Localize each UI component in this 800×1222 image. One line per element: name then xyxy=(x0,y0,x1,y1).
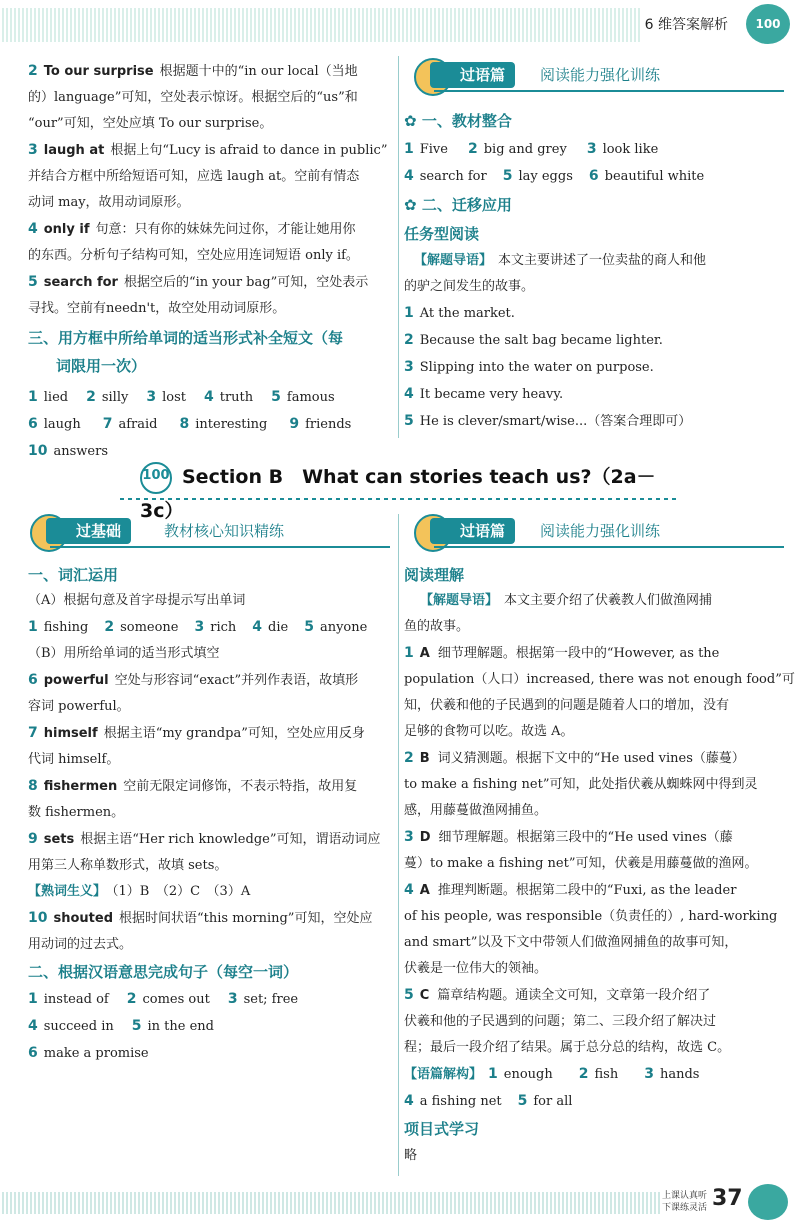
banner-subtitle: 教材核心知识精练 xyxy=(164,522,285,540)
item-line xyxy=(404,719,784,745)
item-text: 的东西。分析句子结构可知，空处应用连词短语 only if。 xyxy=(28,248,359,263)
guide-line: 鱼的故事。 xyxy=(404,619,470,634)
answer-text: in the end xyxy=(147,1019,214,1034)
task-reading-title: 任务型阅读 xyxy=(404,225,480,243)
answer-number: 7 xyxy=(102,416,113,432)
guide-line: 的驴之间发生的故事。 xyxy=(404,279,535,294)
shuci-line xyxy=(28,879,390,905)
item-line xyxy=(28,905,390,932)
answer-cell xyxy=(468,142,567,157)
item-text: 数 fishermen。 xyxy=(28,805,125,820)
answer-text: Because the salt bag became lighter. xyxy=(419,333,663,348)
item-text: 根据空后的“in your bag”可知，空处表示 xyxy=(123,275,369,290)
item-answer: C xyxy=(419,988,430,1003)
answer-number: 6 xyxy=(28,416,38,432)
answer-cell xyxy=(488,1067,553,1082)
item-line xyxy=(404,851,784,877)
answer-number: 4 xyxy=(252,619,263,635)
answer-text: rich xyxy=(210,620,237,635)
item-answer: B xyxy=(419,751,430,766)
item-text: 并结合方框中所给短语可知，应选 laugh at。空前有情态 xyxy=(28,169,360,184)
section3-title-line: 三、用方框中所给单词的适当形式补全短文（每 xyxy=(28,329,344,347)
answer-row xyxy=(404,163,784,190)
item-number: 5 xyxy=(404,987,414,1003)
item-number: 9 xyxy=(28,831,38,847)
answer-cell xyxy=(404,169,487,184)
item-number: 2 xyxy=(404,750,414,766)
answer-text: afraid xyxy=(118,417,158,432)
heading-transfer xyxy=(404,190,784,220)
item-text: 伏羲和他的子民遇到的问题；第二、三段介绍了解决过 xyxy=(404,1014,717,1029)
answer-text: He is clever/smart/wise...（答案合理即可） xyxy=(419,414,692,429)
answer-cell xyxy=(132,1019,214,1034)
flower-icon: ✿ xyxy=(404,112,417,130)
item-line xyxy=(404,640,784,667)
answer-text: fishing xyxy=(43,620,89,635)
answer-number: 9 xyxy=(289,416,300,432)
answer-cell xyxy=(86,390,128,405)
section3-title xyxy=(28,324,388,380)
answer-number: 2 xyxy=(86,389,96,405)
answer-text: die xyxy=(268,620,289,635)
item-line xyxy=(28,243,388,269)
item-line xyxy=(28,296,388,322)
answer-text: It became very heavy. xyxy=(419,387,564,402)
column-divider xyxy=(398,56,399,438)
answer-number: 5 xyxy=(304,619,314,635)
answer-row xyxy=(404,136,784,163)
item-line xyxy=(404,930,784,956)
guide-tag: 【解题导语】 xyxy=(414,253,493,268)
answer-number: 5 xyxy=(404,413,414,429)
item-text: 推理判断题。根据第二段中的“Fuxi, as the leader xyxy=(437,883,737,898)
brand-logo-icon xyxy=(748,1184,788,1220)
item-text: 用动词的过去式。 xyxy=(28,937,133,952)
item-number: 5 xyxy=(28,274,38,290)
answer-cell xyxy=(146,390,186,405)
reading-title: 阅读理解 xyxy=(404,566,465,584)
answer-number: 2 xyxy=(578,1066,589,1082)
item-text: 根据题十中的“in our local（当地 xyxy=(159,64,358,79)
answer-row xyxy=(404,1061,784,1088)
answer-text: lost xyxy=(162,390,186,405)
item-text: 足够的食物可以吃。故选 A。 xyxy=(404,724,574,739)
answer-cell xyxy=(518,1094,573,1109)
answer-number: 1 xyxy=(28,619,38,635)
item-text: population（人口）increased, there was not enough food”可 xyxy=(404,672,795,687)
answer-row xyxy=(28,1040,390,1067)
banner-line xyxy=(434,546,784,548)
answer-line xyxy=(404,408,784,435)
left-top-column xyxy=(28,58,388,465)
answer-cell xyxy=(589,169,704,184)
item-answer: To our surprise xyxy=(43,64,154,79)
item-line xyxy=(404,693,784,719)
item-line xyxy=(28,800,390,826)
answer-number: 3 xyxy=(194,619,205,635)
guide-line xyxy=(404,248,784,274)
guide-tag: 【解题导语】 xyxy=(420,593,499,608)
answer-number: 4 xyxy=(28,1018,38,1034)
item-line xyxy=(28,58,388,85)
banner-line xyxy=(434,90,784,92)
answer-number: 4 xyxy=(404,168,414,184)
item-line xyxy=(404,1035,784,1061)
item-answer: laugh at xyxy=(43,143,105,158)
guide-line xyxy=(404,588,784,614)
answer-number: 10 xyxy=(28,443,48,459)
item-line xyxy=(404,745,784,772)
answer-cell xyxy=(28,1019,114,1034)
item-line xyxy=(28,269,388,296)
left-bottom-banner xyxy=(20,514,390,548)
banner-subtitle: 阅读能力强化训练 xyxy=(540,522,661,540)
item-answer: fishermen xyxy=(43,779,118,794)
shuci-text: （1）B （2）C （3）A xyxy=(112,884,251,899)
banner-badge: 过语篇 xyxy=(430,518,515,544)
item-line xyxy=(28,164,388,190)
item-line xyxy=(28,826,390,853)
answer-row xyxy=(28,1013,390,1040)
slogan-line: 下课练灵活 xyxy=(662,1203,708,1213)
section3-row xyxy=(28,384,388,411)
heading-vocab: 一、词汇运用 xyxy=(28,566,119,584)
answer-text: lied xyxy=(43,390,69,405)
answer-text: search for xyxy=(419,169,487,184)
answer-text: enough xyxy=(503,1067,553,1082)
item-text: 容词 powerful。 xyxy=(28,699,130,714)
heading-text: 二、迁移应用 xyxy=(421,196,512,214)
answer-text: silly xyxy=(101,390,129,405)
answer-cell xyxy=(587,142,658,157)
page-number: 37 xyxy=(712,1186,743,1211)
item-line xyxy=(28,747,390,773)
answer-text: comes out xyxy=(142,992,210,1007)
answer-cell xyxy=(404,1094,502,1109)
banner-subtitle: 阅读能力强化训练 xyxy=(540,66,661,84)
answer-cell xyxy=(28,444,108,459)
page-footer xyxy=(0,1184,800,1222)
item-text: 细节理解题。根据第一段中的“However, as the xyxy=(437,646,720,661)
answer-text: fish xyxy=(594,1067,619,1082)
column-divider xyxy=(398,514,399,1176)
answer-row xyxy=(28,986,390,1013)
answer-text: a fishing net xyxy=(419,1094,502,1109)
answer-cell xyxy=(404,142,448,157)
answer-text: laugh xyxy=(43,417,81,432)
section3-title-line: 词限用一次） xyxy=(56,357,147,375)
answer-text: anyone xyxy=(319,620,368,635)
item-text: 篇章结构题。通读全文可知，文章第一段介绍了 xyxy=(437,988,711,1003)
item-line xyxy=(404,982,784,1009)
answer-number: 5 xyxy=(517,1093,528,1109)
answer-number: 3 xyxy=(404,359,414,375)
slogan-line: 上课认真听 xyxy=(662,1191,708,1201)
item-answer: only if xyxy=(43,222,90,237)
shuci-tag: 【熟词生义】 xyxy=(28,884,107,899)
answer-text: lay eggs xyxy=(518,169,573,184)
answer-number: 2 xyxy=(404,332,414,348)
item-text: 用第三人称单数形式，故填 sets。 xyxy=(28,858,228,873)
item-text: 细节理解题。根据第三段中的“He used vines（藤 xyxy=(438,830,733,845)
answer-number: 4 xyxy=(404,1093,414,1109)
item-line xyxy=(28,137,388,164)
banner-badge: 过基础 xyxy=(46,518,131,544)
answer-number: 1 xyxy=(488,1066,498,1082)
answer-cell xyxy=(28,417,81,432)
logo-text: 100 xyxy=(755,17,781,31)
answer-number: 2 xyxy=(104,619,115,635)
answer-text: Five xyxy=(419,142,448,157)
item-answer: search for xyxy=(43,275,118,290)
section-b-title xyxy=(140,460,660,522)
answer-cell xyxy=(127,992,210,1007)
answer-line xyxy=(404,300,784,327)
item-text: 句意：只有你的妹妹先问过你，才能让她用你 xyxy=(95,222,356,237)
item-text: 根据主语“my grandpa”可知，空处应用反身 xyxy=(103,726,365,741)
item-number: 6 xyxy=(28,672,38,688)
item-number: 4 xyxy=(28,221,38,237)
answer-text: Slipping into the water on purpose. xyxy=(419,360,654,375)
item-line xyxy=(404,956,784,982)
item-line xyxy=(28,111,388,137)
project-text: 略 xyxy=(404,1148,418,1163)
item-text: 蔓）to make a fishing net”可知，伏羲是用藤蔓做的渔网。 xyxy=(404,856,758,871)
answer-cell xyxy=(228,992,298,1007)
answer-cell xyxy=(28,1046,149,1061)
item-line xyxy=(28,853,390,879)
item-answer: A xyxy=(419,646,430,661)
item-text: 词义猜测题。根据下文中的“He used vines（藤蔓） xyxy=(437,751,745,766)
section3-row xyxy=(28,411,388,438)
header-stripe xyxy=(0,8,640,42)
answer-number: 1 xyxy=(404,141,414,157)
banner-badge: 过语篇 xyxy=(430,62,515,88)
answer-cell xyxy=(289,417,351,432)
item-line xyxy=(28,216,388,243)
item-text: and smart”以及下文中带领人们做渔网捕鱼的故事可知， xyxy=(404,935,738,950)
answer-cell xyxy=(104,620,178,635)
answer-number: 6 xyxy=(28,1045,38,1061)
answer-number: 4 xyxy=(203,389,214,405)
item-number: 3 xyxy=(404,829,414,845)
item-line xyxy=(28,932,390,958)
answer-text: for all xyxy=(533,1094,573,1109)
item-line xyxy=(404,772,784,798)
answer-number: 1 xyxy=(28,389,38,405)
answer-text: make a promise xyxy=(43,1046,149,1061)
answer-text: instead of xyxy=(43,992,109,1007)
star-badge-icon: 100 xyxy=(140,462,172,494)
heading-complete: 二、根据汉语意思完成句子（每空一词） xyxy=(28,963,299,981)
answer-number: 2 xyxy=(467,141,478,157)
item-text: 根据上句“Lucy is afraid to dance in public” xyxy=(110,143,388,158)
item-line xyxy=(404,798,784,824)
item-answer: powerful xyxy=(43,673,109,688)
item-line xyxy=(404,1009,784,1035)
item-line xyxy=(404,877,784,904)
answer-cell xyxy=(252,620,288,635)
item-line xyxy=(404,667,795,693)
heading-textbook-integration xyxy=(404,106,784,136)
guide-text: 本文主要介绍了伏羲教人们做渔网捕 xyxy=(504,593,713,608)
item-text: “our”可知，空处应填 To our surprise。 xyxy=(28,116,273,131)
item-text: 空前无限定词修饰，不表示特指，故用复 xyxy=(123,779,358,794)
item-number: 8 xyxy=(28,778,38,794)
answer-text: friends xyxy=(305,417,352,432)
answer-cell xyxy=(180,417,268,432)
item-text: 根据主语“Her rich knowledge”可知，谓语动词应 xyxy=(80,832,381,847)
item-text: of his people, was responsible（负责任的）, hard-working xyxy=(404,909,778,924)
answer-number: 6 xyxy=(588,168,599,184)
answer-cell xyxy=(579,1067,618,1082)
item-text: 伏羲是一位伟大的领袖。 xyxy=(404,961,548,976)
answer-line xyxy=(404,354,784,381)
banner-line xyxy=(50,546,390,548)
item-number: 10 xyxy=(28,910,48,926)
answer-cell xyxy=(304,620,367,635)
item-number: 4 xyxy=(404,882,414,898)
answer-cell xyxy=(503,169,573,184)
item-line xyxy=(28,720,390,747)
answer-number: 1 xyxy=(28,991,38,1007)
part-a-title: （A）根据句意及首字母提示写出单词 xyxy=(28,593,246,608)
item-answer: A xyxy=(419,883,430,898)
item-line xyxy=(28,190,388,216)
footer-stripe xyxy=(0,1192,660,1214)
answer-text: interesting xyxy=(195,417,268,432)
answer-text: succeed in xyxy=(43,1019,114,1034)
item-text: 的）language”可知，空处表示惊讶。根据空后的“us”和 xyxy=(28,90,358,105)
answer-cell xyxy=(271,390,335,405)
header-title: 6 维答案解析 xyxy=(644,17,728,33)
answer-text: famous xyxy=(286,390,335,405)
footer-slogan xyxy=(662,1190,707,1214)
answer-text: At the market. xyxy=(419,306,515,321)
answer-line xyxy=(404,327,784,354)
answer-number: 8 xyxy=(179,416,190,432)
answer-number: 4 xyxy=(404,386,414,402)
brand-logo-icon xyxy=(746,4,790,44)
right-top-column xyxy=(404,106,784,435)
item-number: 2 xyxy=(28,63,38,79)
answer-cell xyxy=(644,1067,699,1082)
answer-line xyxy=(404,381,784,408)
item-line xyxy=(404,824,784,851)
item-text: 代词 himself。 xyxy=(28,752,120,767)
answer-cell xyxy=(28,390,68,405)
item-line xyxy=(28,85,388,111)
answer-cell xyxy=(28,620,88,635)
item-text: to make a fishing net”可知，此处指伏羲从蜘蛛网中得到灵 xyxy=(404,777,758,792)
item-text: 感，用藤蔓做渔网捕鱼。 xyxy=(404,803,548,818)
item-answer: sets xyxy=(43,832,75,847)
item-text: 根据时间状语“this morning”可知，空处应 xyxy=(119,911,373,926)
answer-text: hands xyxy=(659,1067,700,1082)
answer-number: 5 xyxy=(502,168,513,184)
flower-icon: ✿ xyxy=(404,196,417,214)
answer-text: answers xyxy=(53,444,108,459)
answer-row xyxy=(404,1088,784,1115)
item-number: 3 xyxy=(28,142,38,158)
section-divider xyxy=(120,498,680,500)
answer-number: 5 xyxy=(271,389,281,405)
answer-text: someone xyxy=(120,620,179,635)
heading-text: 一、教材整合 xyxy=(421,112,512,130)
yupian-tag: 【语篇解构】 xyxy=(404,1067,483,1082)
answer-number: 5 xyxy=(131,1018,142,1034)
item-text: 动词 may，故用动词原形。 xyxy=(28,195,190,210)
answer-text: truth xyxy=(219,390,254,405)
item-answer: himself xyxy=(43,726,98,741)
answer-number: 1 xyxy=(404,305,414,321)
right-top-banner xyxy=(404,58,784,92)
item-line xyxy=(28,667,390,694)
item-line xyxy=(28,773,390,800)
item-answer: shouted xyxy=(53,911,113,926)
item-text: 寻找。空前有needn't，故空处用动词原形。 xyxy=(28,301,286,316)
answer-text: look like xyxy=(602,142,659,157)
left-bottom-column xyxy=(28,562,390,1067)
item-text: 空处与形容词“exact”并列作表语，故填形 xyxy=(114,673,359,688)
item-text: 知，伏羲和他的子民遇到的问题是随着人口的增加，没有 xyxy=(404,698,730,713)
answer-number: 2 xyxy=(126,991,137,1007)
part-b-title: （B）用所给单词的适当形式填空 xyxy=(28,646,220,661)
project-title: 项目式学习 xyxy=(404,1120,480,1138)
answer-number: 3 xyxy=(586,141,597,157)
guide-text: 本文主要讲述了一位卖盐的商人和他 xyxy=(498,253,707,268)
answer-cell xyxy=(28,992,109,1007)
answer-number: 3 xyxy=(644,1066,654,1082)
item-number: 1 xyxy=(404,645,414,661)
answer-text: beautiful white xyxy=(604,169,705,184)
item-line xyxy=(404,904,784,930)
right-bottom-banner xyxy=(404,514,784,548)
item-number: 7 xyxy=(28,725,38,741)
answer-cell xyxy=(195,620,237,635)
item-text: 程；最后一段介绍了结果。属于总分总的结构，故选 C。 xyxy=(404,1040,731,1055)
item-line xyxy=(28,694,390,720)
answer-cell xyxy=(103,417,158,432)
answer-number: 3 xyxy=(146,389,157,405)
section-b-text: Section B What can stories teach us?（2a－3c） xyxy=(140,466,656,522)
item-answer: D xyxy=(419,830,431,845)
answer-number: 3 xyxy=(227,991,238,1007)
answer-text: big and grey xyxy=(483,142,567,157)
answer-cell xyxy=(204,390,253,405)
page-header xyxy=(0,0,800,46)
answer-text: set; free xyxy=(243,992,299,1007)
answer-row xyxy=(28,614,390,641)
right-bottom-column xyxy=(404,562,795,1169)
